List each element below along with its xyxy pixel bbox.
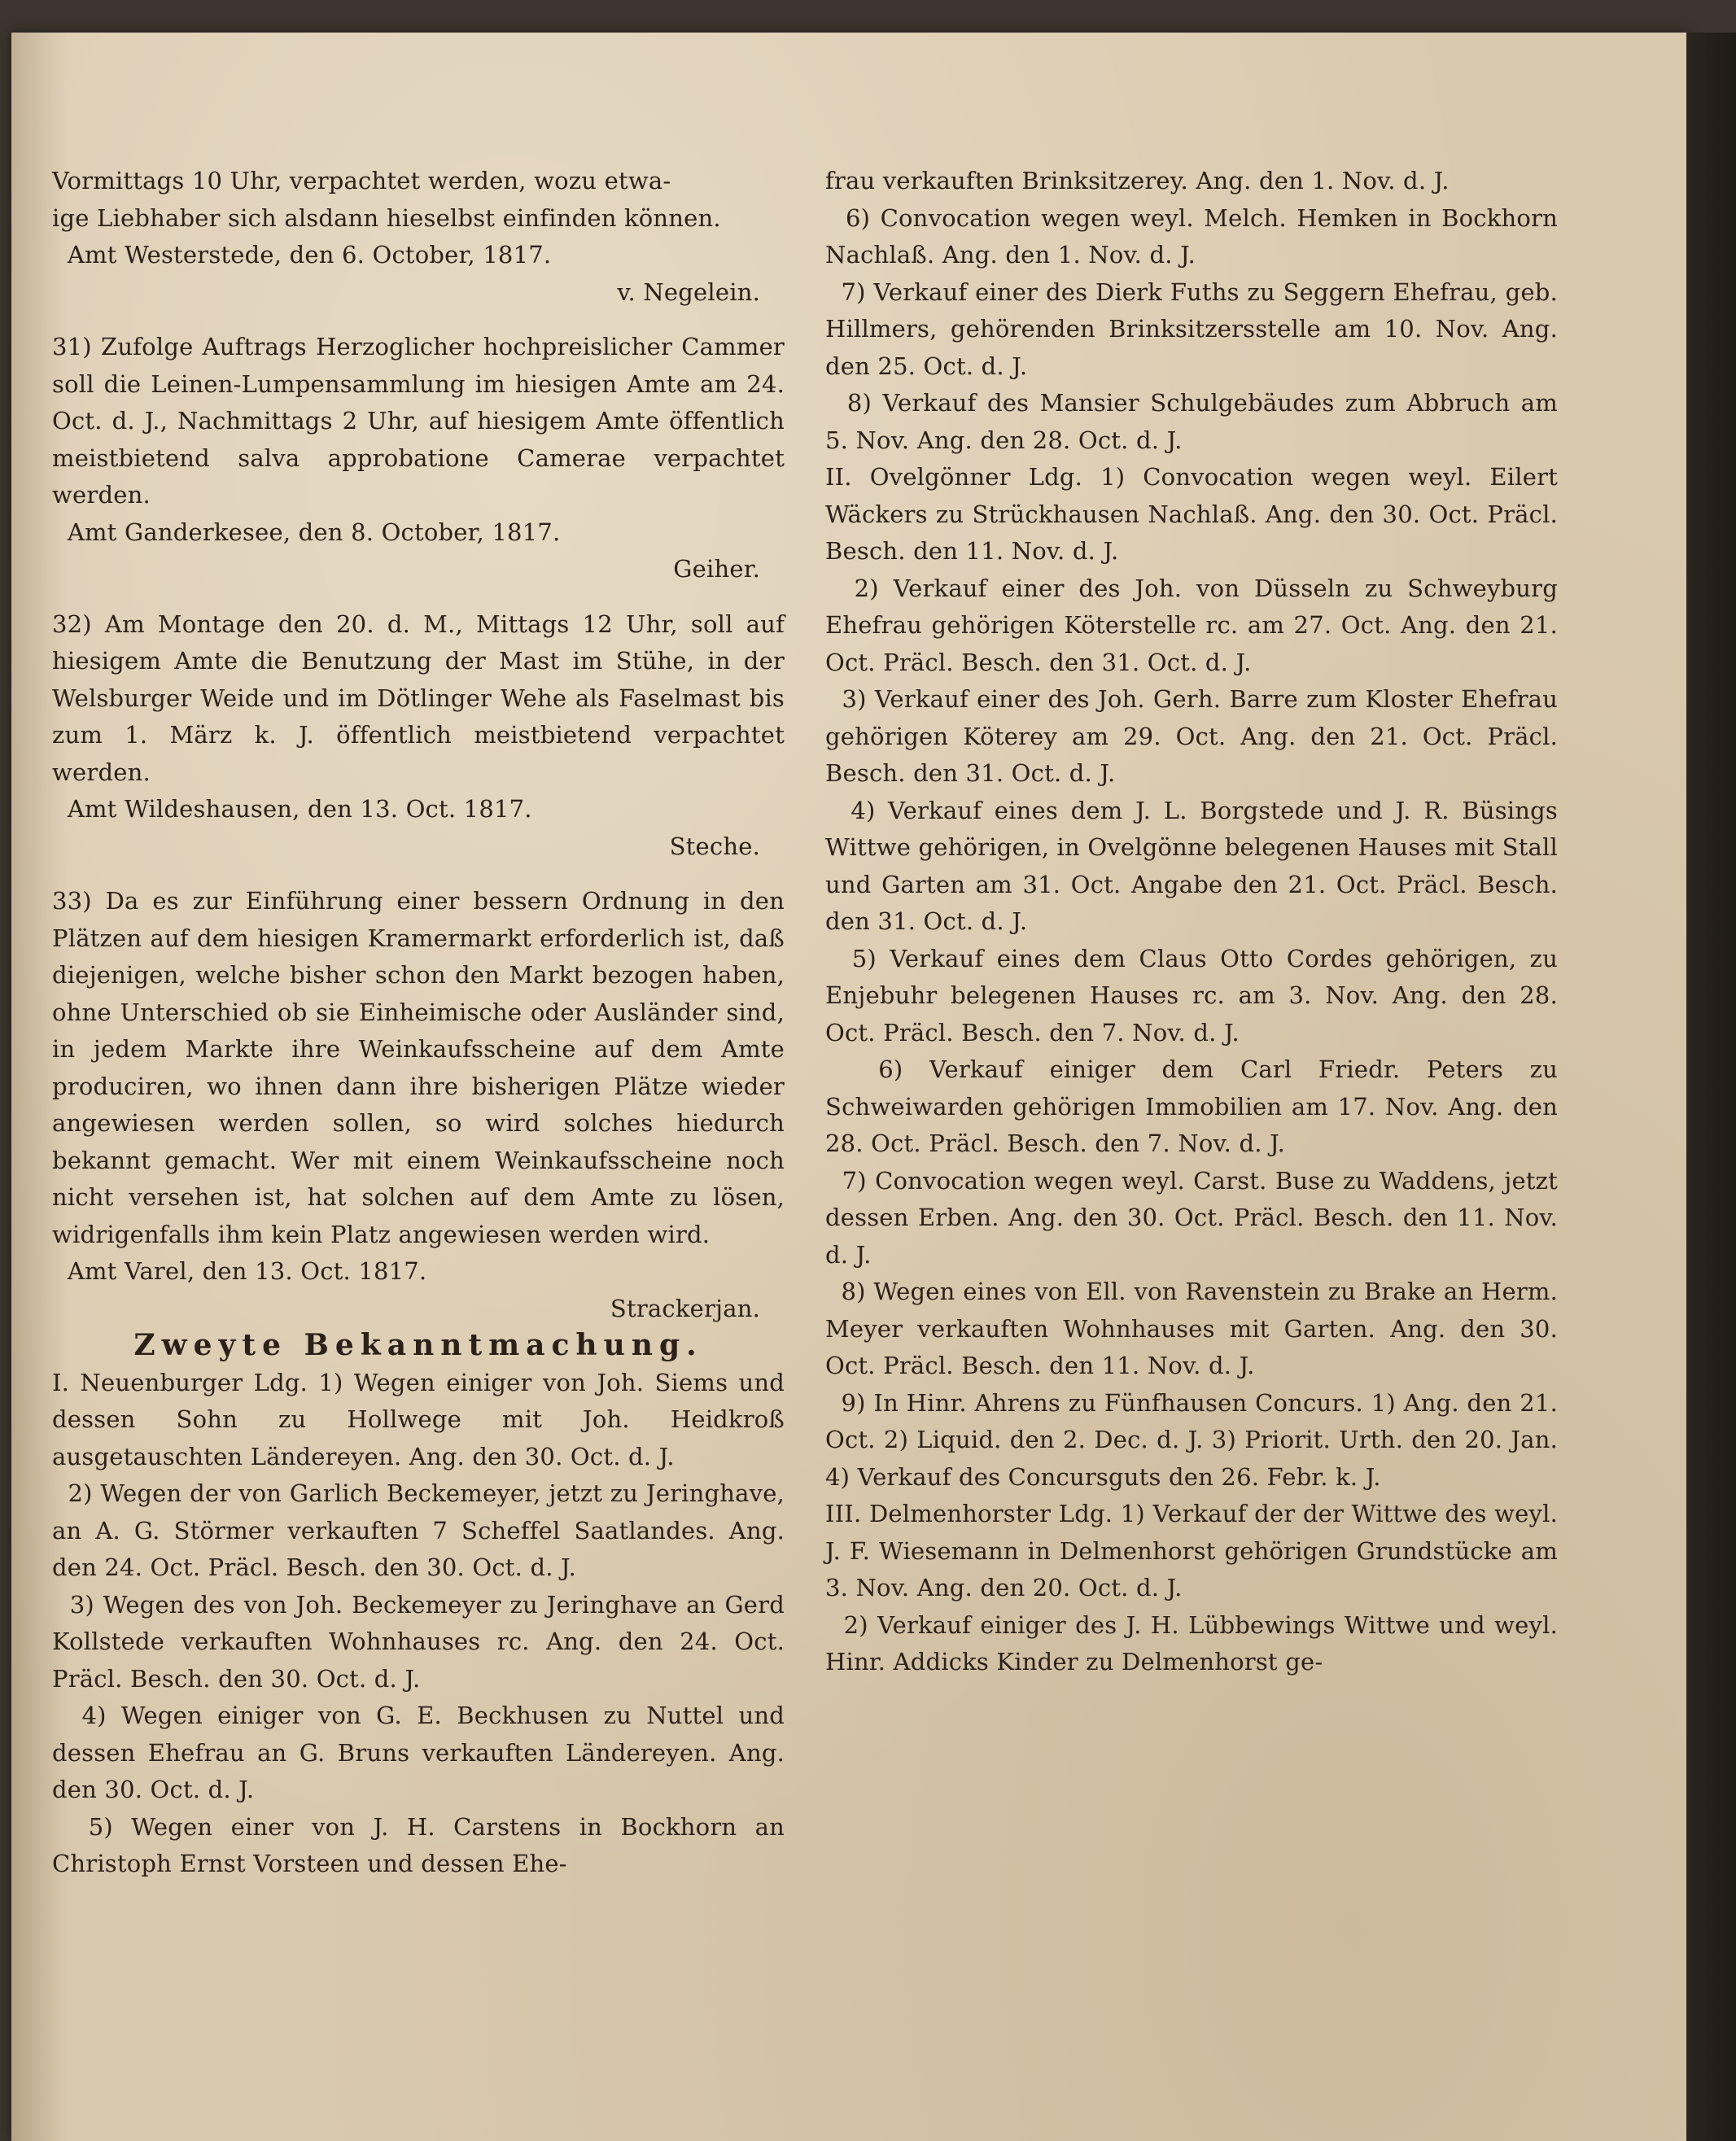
signature: Geiher. [673,555,760,583]
list-item: 2) Verkauf einer des Joh. von Düsseln zu Schweyburg Ehefrau gehörigen Köterstelle rc. am 27. Oct. Ang. den 21. Oct. Präcl. Besch. den 31. Oct. d. J. [825,574,1566,676]
list-item: 8) Verkauf des Mansier Schulgebäudes zum Abbruch am 5. Nov. Ang. den 28. Oct. d. J. [825,389,1566,454]
list-item: 4) Wegen einiger von G. E. Beckhusen zu Nuttel und dessen Ehefrau an G. Bruns verkauften Ländereyen. Ang. den 30. Oct. d. J. [52,1702,793,1803]
list-item: 2) Verkauf einiger des J. H. Lübbewings Wittwe und weyl. Hinr. Addicks Kinder zu Delmenhorst ge- [825,1610,1566,1676]
notice-31: 31) Zufolge Auftrags Herzoglicher hochpreislicher Cammer soll die Leinen-Lumpensammlung im hiesigen Amte am 24. Oct. d. J., Nachmittags 2 Uhr, auf hiesigem Amte öffentlich meistbietend salva approbatione Camerae verpachtet werden. Amt Ganderkesee, den 8. October, 1817. [52,333,785,546]
list-item: 9) In Hinr. Ahrens zu Fünfhausen Concurs. 1) Ang. den 21. Oct. 2) Liquid. den 2. Dec. d. J. 3) Priorit. Urth. den 20. Jan. 4) Verkauf des Concursguts den 26. Febr. k. J. [825,1388,1566,1491]
signature: v. Negelein. [617,277,760,306]
left-column [52,163,793,1883]
notice-33: 33) Da es zur Einführung einer bessern Ordnung in den Plätzen auf dem hiesigen Kramermarkt erforderlich ist, daß diejenigen, welche bisher schon den Markt bezogen haben, ohne Unterschied ob sie Einheimische oder Ausländer sind, in jedem Markte ihre Weinkaufsscheine auf dem Amte produciren, wo ihnen dann ihre bisherigen Plätze wieder angewiesen werden sollen, so wird solches hiedurch bekannt gemacht. Wer mit einem Weinkaufsscheine noch nicht versehen ist, hat solchen auf dem Amte zu lösen, widrigenfalls ihm kein Platz angewiesen werden wird. Amt Varel, den 13. Oct. 1817. [52,887,785,1285]
list-item: 8) Wegen eines von Ell. von Ravenstein zu Brake an Herm. Meyer verkauften Wohnhauses mit Garten. Ang. den 30. Oct. Präcl. Besch. den 11. Nov. d. J. [825,1278,1566,1379]
signature: Steche. [669,832,760,860]
signature: Strackerjan. [610,1294,760,1322]
list-item: I. Neuenburger Ldg. 1) Wegen einiger von Joh. Siems und dessen Sohn zu Hollwege mit Joh. Heidkroß ausgetauschten Ländereyen. Ang. den 30. Oct. d. J. [52,1368,793,1470]
list-item: III. Delmenhorster Ldg. 1) Verkauf der der Wittwe des weyl. J. F. Wiesemann in Delmenhorst gehörigen Grundstücke am 3. Nov. Ang. den 20. Oct. d. J. [825,1500,1566,1601]
list-item: 3) Wegen des von Joh. Beckemeyer zu Jeringhave an Gerd Kollstede verkauften Wohnhauses rc. Ang. den 24. Oct. Präcl. Besch. den 30. Oct. d. J. [52,1590,793,1693]
list-item: 7) Verkauf einer des Dierk Fuths zu Seggern Ehefrau, geb. Hillmers, gehörenden Brinksitzersstelle am 10. Nov. Ang. den 25. Oct. d. J. [825,277,1566,380]
paragraph: Vormittags 10 Uhr, verpachtet werden, wozu etwa- ige Liebhaber sich alsdann hieselbst einfinden können. Amt Westerstede, den 6. October, 1817. [52,167,721,269]
right-column [825,163,1566,1681]
list-item: 2) Wegen der von Garlich Beckemeyer, jetzt zu Jeringhave, an A. G. Störmer verkauften 7 Scheffel Saatlandes. Ang. den 24. Oct. Präcl. Besch. den 30. Oct. d. J. [52,1479,793,1581]
list-item: frau verkauften Brinksitzerey. Ang. den 1. Nov. d. J. [825,167,1450,194]
list-item: 5) Verkauf eines dem Claus Otto Cordes gehörigen, zu Enjebuhr belegenen Hauses rc. am 3. Nov. Ang. den 28. Oct. Präcl. Besch. den 7. Nov. d. J. [825,944,1566,1046]
newspaper-page [11,33,1686,2141]
list-item: 4) Verkauf eines dem J. L. Borgstede und J. R. Büsings Wittwe gehörigen, in Ovelgönne belegenen Hauses mit Stall und Garten am 31. Oct. Angabe den 21. Oct. Präcl. Besch. den 31. Oct. d. J. [825,796,1566,935]
list-item: II. Ovelgönner Ldg. 1) Convocation wegen weyl. Eilert Wäckers zu Strückhausen Nachlaß. Ang. den 30. Oct. Präcl. Besch. den 11. Nov. d. J. [825,463,1566,565]
list-item: 3) Verkauf einer des Joh. Gerh. Barre zum Kloster Ehefrau gehörigen Köterey am 29. Oct. Ang. den 21. Oct. Präcl. Besch. den 31. Oct. d. J. [825,685,1566,787]
section-heading: Zweyte Bekanntmachung. [133,1328,703,1362]
list-item: 6) Convocation wegen weyl. Melch. Hemken in Bockhorn Nachlaß. Ang. den 1. Nov. d. J. [825,203,1566,269]
book-edge-shadow [1687,33,1736,2141]
notice-32: 32) Am Montage den 20. d. M., Mittags 12 Uhr, soll auf hiesigem Amte die Benutzung der Mast im Stühe, in der Welsburger Weide und im Dötlinger Wehe als Faselmast bis zum 1. März k. J. öffentlich meistbietend verpachtet werden. Amt Wildeshausen, den 13. Oct. 1817. [52,610,785,823]
list-item: 6) Verkauf einiger dem Carl Friedr. Peters zu Schweiwarden gehörigen Immobilien am 17. Nov. Ang. den 28. Oct. Präcl. Besch. den 7. Nov. d. J. [825,1055,1566,1157]
list-item: 7) Convocation wegen weyl. Carst. Buse zu Waddens, jetzt dessen Erben. Ang. den 30. Oct. Präcl. Besch. den 11. Nov. d. J. [825,1166,1566,1269]
list-item: 5) Wegen einer von J. H. Carstens in Bockhorn an Christoph Ernst Vorsteen und dessen Ehe- [52,1812,793,1877]
